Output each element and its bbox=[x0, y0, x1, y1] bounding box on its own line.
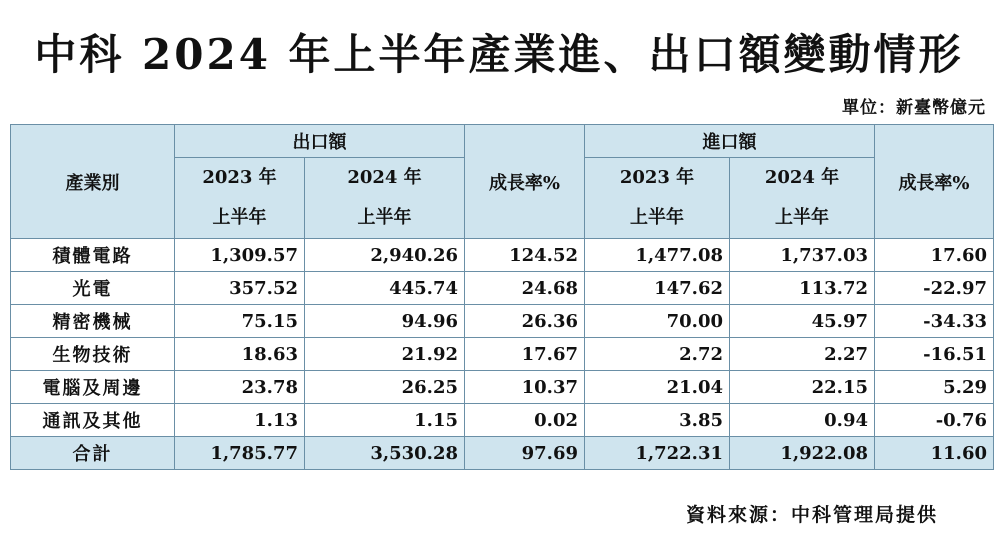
export-growth-cell: 124.52 bbox=[465, 239, 585, 272]
import-2024-cell: 45.97 bbox=[730, 305, 875, 338]
row-category: 積體電路 bbox=[11, 239, 175, 272]
export-growth-cell: 17.67 bbox=[465, 338, 585, 371]
table-row bbox=[11, 404, 994, 437]
import-2023-cell: 21.04 bbox=[585, 371, 730, 404]
export-2023-cell: 357.52 bbox=[175, 272, 305, 305]
year-label: 2023 年 bbox=[619, 167, 695, 188]
half-label: 上半年 bbox=[630, 207, 684, 228]
import-growth-cell: 17.60 bbox=[875, 239, 994, 272]
import-2023-cell: 147.62 bbox=[585, 272, 730, 305]
export-growth-cell: 0.02 bbox=[465, 404, 585, 437]
year-label: 2024 年 bbox=[347, 167, 422, 188]
category-header: 產業別 bbox=[11, 125, 175, 239]
export-2024-header bbox=[305, 158, 465, 239]
table-row bbox=[11, 371, 994, 404]
import-header: 進口額 bbox=[585, 125, 875, 158]
header-row-top bbox=[11, 125, 994, 158]
source-note: 資料來源：中科管理局提供 bbox=[685, 504, 938, 526]
year-label: 2023 年 bbox=[202, 167, 277, 188]
export-2023-cell: 23.78 bbox=[175, 371, 305, 404]
total-import-2023: 1,722.31 bbox=[585, 437, 730, 470]
import-growth-cell: -34.33 bbox=[875, 305, 994, 338]
table-row bbox=[11, 338, 994, 371]
export-2024-cell: 445.74 bbox=[305, 272, 465, 305]
half-label: 上半年 bbox=[357, 207, 412, 228]
import-growth-cell: -0.76 bbox=[875, 404, 994, 437]
import-2023-cell: 2.72 bbox=[585, 338, 730, 371]
export-growth-cell: 10.37 bbox=[465, 371, 585, 404]
import-2023-header bbox=[585, 158, 730, 239]
row-category: 通訊及其他 bbox=[11, 404, 175, 437]
half-label: 上半年 bbox=[775, 207, 829, 228]
import-2024-cell: 2.27 bbox=[730, 338, 875, 371]
page-title: 中科 2024 年上半年產業進、出口額變動情形 bbox=[34, 30, 964, 79]
total-import-2024: 1,922.08 bbox=[730, 437, 875, 470]
import-2024-header bbox=[730, 158, 875, 239]
total-export-2023: 1,785.77 bbox=[175, 437, 305, 470]
import-2023-cell: 70.00 bbox=[585, 305, 730, 338]
table-row bbox=[11, 272, 994, 305]
import-growth-header: 成長率% bbox=[875, 125, 994, 239]
unit-label: 單位：新臺幣億元 bbox=[842, 98, 986, 118]
export-growth-cell: 26.36 bbox=[465, 305, 585, 338]
export-2024-cell: 21.92 bbox=[305, 338, 465, 371]
table-row bbox=[11, 239, 994, 272]
import-2024-cell: 113.72 bbox=[730, 272, 875, 305]
table-row bbox=[11, 305, 994, 338]
import-2023-cell: 1,477.08 bbox=[585, 239, 730, 272]
import-growth-cell: -16.51 bbox=[875, 338, 994, 371]
export-2023-cell: 75.15 bbox=[175, 305, 305, 338]
export-header: 出口額 bbox=[175, 125, 465, 158]
export-2023-cell: 1.13 bbox=[175, 404, 305, 437]
trade-table bbox=[10, 124, 994, 470]
total-row bbox=[11, 437, 994, 470]
import-growth-cell: 5.29 bbox=[875, 371, 994, 404]
export-growth-header: 成長率% bbox=[465, 125, 585, 239]
export-2024-cell: 26.25 bbox=[305, 371, 465, 404]
import-2024-cell: 22.15 bbox=[730, 371, 875, 404]
export-2024-cell: 2,940.26 bbox=[305, 239, 465, 272]
total-export-growth: 97.69 bbox=[465, 437, 585, 470]
export-2024-cell: 1.15 bbox=[305, 404, 465, 437]
total-export-2024: 3,530.28 bbox=[305, 437, 465, 470]
row-category: 電腦及周邊 bbox=[11, 371, 175, 404]
import-growth-cell: -22.97 bbox=[875, 272, 994, 305]
export-2023-cell: 18.63 bbox=[175, 338, 305, 371]
year-label: 2024 年 bbox=[764, 167, 840, 188]
half-label: 上半年 bbox=[212, 207, 267, 228]
total-label: 合計 bbox=[11, 437, 175, 470]
row-category: 光電 bbox=[11, 272, 175, 305]
row-category: 生物技術 bbox=[11, 338, 175, 371]
export-2024-cell: 94.96 bbox=[305, 305, 465, 338]
export-growth-cell: 24.68 bbox=[465, 272, 585, 305]
export-2023-cell: 1,309.57 bbox=[175, 239, 305, 272]
import-2024-cell: 0.94 bbox=[730, 404, 875, 437]
row-category: 精密機械 bbox=[11, 305, 175, 338]
import-2023-cell: 3.85 bbox=[585, 404, 730, 437]
import-2024-cell: 1,737.03 bbox=[730, 239, 875, 272]
export-2023-header bbox=[175, 158, 305, 239]
total-import-growth: 11.60 bbox=[875, 437, 994, 470]
